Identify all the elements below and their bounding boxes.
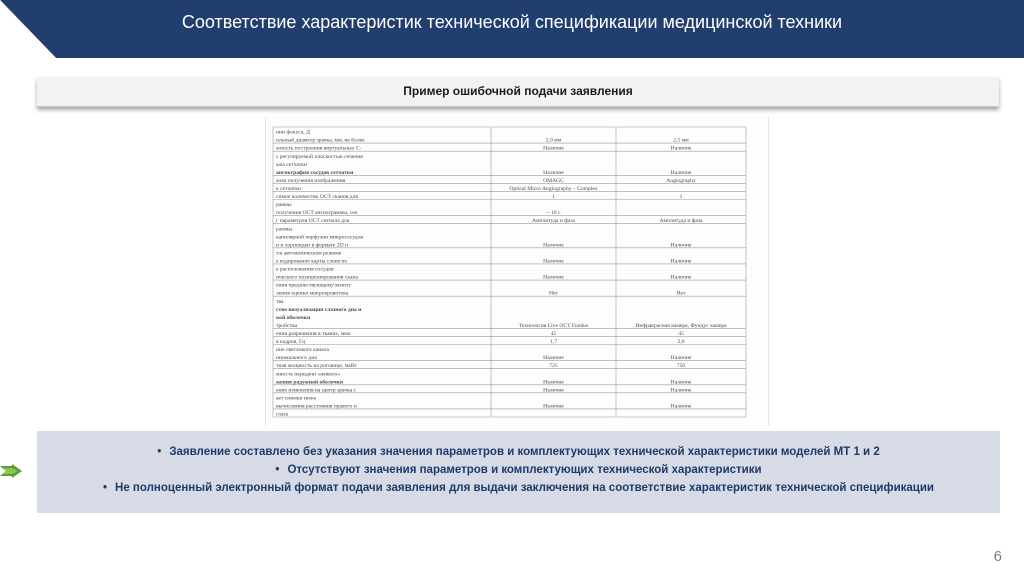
- subtitle-box: [37, 77, 999, 107]
- table-cell-text: Наличие: [543, 387, 564, 394]
- table-cell-text: Нет: [676, 290, 686, 297]
- table-cell-text: тная мощность на роговице, мкВт: [276, 363, 358, 370]
- table-cell-text: капилярной перфузии микрососудов: [276, 234, 364, 241]
- table-cell-text: ения предшествующему визиту: [276, 282, 352, 289]
- table-cell-text: Технология Live OCT Fundus: [518, 322, 589, 329]
- table-cell-text: Нет: [549, 290, 558, 297]
- table-cell-text: Инфракрасная камера, Фундус камера: [635, 322, 727, 329]
- table-cell-text: к сетчатки: [276, 185, 301, 192]
- table-cell-text: кой оболочки: [276, 314, 311, 321]
- table-cell-text: е кодирование карты слоев по: [276, 258, 348, 265]
- subtitle: Пример ошибочной подачи заявления: [403, 84, 633, 98]
- table-cell-text: Наличие: [543, 274, 564, 281]
- table-cell-text: ение изменения на центр зрачка с: [276, 387, 357, 394]
- table-cell-text: Наличие: [543, 145, 564, 152]
- table-cell-text: 1: [552, 194, 555, 201]
- summary-box: [37, 431, 1000, 513]
- table-cell-text: Наличие: [670, 145, 692, 152]
- page-title: Соответствие характеристик технической спецификации медицинской техники: [181, 12, 843, 32]
- table-cell-text: ажа сетчатки: [276, 161, 308, 168]
- table-cell-text: 2,0 мм: [545, 137, 562, 144]
- table-cell-text: 45: [550, 330, 557, 337]
- table-cell-text: в кадров, Гц: [276, 339, 306, 346]
- table-cell-text: Наличие: [543, 403, 564, 410]
- table-cell-text: OMAGC: [543, 177, 564, 184]
- table-cell-text: раммы: [276, 226, 293, 233]
- table-cell-text: Наличие: [543, 379, 564, 386]
- table-cell-text: и и хориоидеи в формате 2D и: [276, 242, 349, 249]
- table-cell-text: жность построения виртуальных С-: [276, 145, 362, 152]
- table-cell-text: ~ 10 с: [546, 210, 561, 217]
- green-arrow-icon: [0, 464, 22, 478]
- table-cell-text: тройства: [276, 322, 298, 329]
- table-cell-text: Амплитуда и фаза: [659, 218, 703, 225]
- table-cell-text: ления оценки микрокровотока: [276, 290, 349, 297]
- table-cell-text: Наличие: [670, 403, 692, 410]
- table-cell-text: ранмы: [276, 202, 292, 209]
- table-cell-text: Наличие: [543, 242, 564, 249]
- table-cell-text: Наличие: [670, 274, 692, 281]
- table-cell-text: 2,6: [677, 339, 685, 346]
- table-cell-text: ние светлового канала: [276, 347, 330, 354]
- table-cell-text: ангиография сосудов сетчатки: [276, 169, 354, 176]
- table-cell-text: Наличие: [670, 258, 692, 265]
- table-cell-text: 1,7: [550, 339, 557, 346]
- table-cell-text: 1: [679, 194, 683, 201]
- table-cell-text: инимального диа: [276, 355, 317, 362]
- table-cell-text: Наличие: [670, 379, 692, 386]
- title-bar: [0, 0, 1024, 58]
- table-cell-text: 750: [676, 363, 686, 370]
- table-cell-text: ини фокуса, Д: [276, 129, 310, 136]
- page-number: 6: [993, 548, 1002, 565]
- table-cell-text: 725: [549, 363, 558, 370]
- table-cell-text: е расположения сосудов: [276, 266, 334, 273]
- table-cell-text: тва: [276, 298, 284, 305]
- summary-item: • Не полноценный электронный формат подачи заявления для выдачи заключения на соответствие характеристик технической спецификации: [103, 482, 934, 494]
- summary-item: • Отсутствуют значения параметров и комплектующих технической характеристики: [275, 464, 762, 476]
- table-cell-text: ильный диаметр зрачка, мм, не более: [276, 137, 365, 144]
- summary-item: • Заявление составлено без указания значения параметров и комплектующих технической характеристики моделей МТ 1 и 2: [157, 446, 880, 458]
- table-cell-text: мность передачи «живого»: [276, 371, 341, 378]
- table-cell-text: 2,5 мм: [673, 137, 689, 144]
- table-cell-text: Наличие: [543, 169, 564, 176]
- table-cell-text: жим получения изображения: [276, 177, 346, 184]
- table-cell-text: ство визуализации глазного дна и: [276, 306, 362, 313]
- table-cell-text: т.н автоматическом режиме: [276, 250, 342, 257]
- table-cell-text: Наличие: [670, 387, 692, 394]
- table-cell-text: ает снимки ниже: [276, 395, 317, 402]
- table-cell-text: 45: [678, 330, 684, 337]
- scanned-document: [265, 117, 769, 426]
- table-cell-text: жения радужной оболочки: [276, 379, 344, 386]
- table-cell-text: Наличие: [670, 169, 692, 176]
- table-cell-text: глаза: [276, 411, 288, 418]
- table-cell-text: ического позиционирования скана: [276, 274, 358, 281]
- table-cell-text: г параметров OCT сигнала для: [276, 218, 350, 225]
- table-cell-text: Наличие: [543, 258, 564, 265]
- table-cell-text: Наличие: [670, 242, 692, 249]
- table-cell-text: Наличие: [543, 355, 564, 362]
- table-cell-text: с регулируемой плоскостью сечения: [276, 153, 363, 160]
- table-cell-text: симое количество OCT сканов для: [276, 194, 358, 201]
- table-cell-text: получения OCT ангиограммы, сек: [276, 210, 358, 217]
- scanned-table-image: [266, 117, 768, 426]
- table-cell-text: Optical Micro Angiography – Complex: [509, 185, 598, 192]
- table-cell-text: Наличие: [670, 355, 692, 362]
- summary-list: [37, 431, 1000, 497]
- table-cell-text: Angiography: [666, 177, 696, 184]
- table-cell-text: вычисления расстояния правого и: [276, 403, 357, 410]
- table-cell-text: ения разрешения в тканях, мкм: [276, 330, 351, 337]
- table-cell-text: Амплитуда и фаза: [531, 218, 576, 225]
